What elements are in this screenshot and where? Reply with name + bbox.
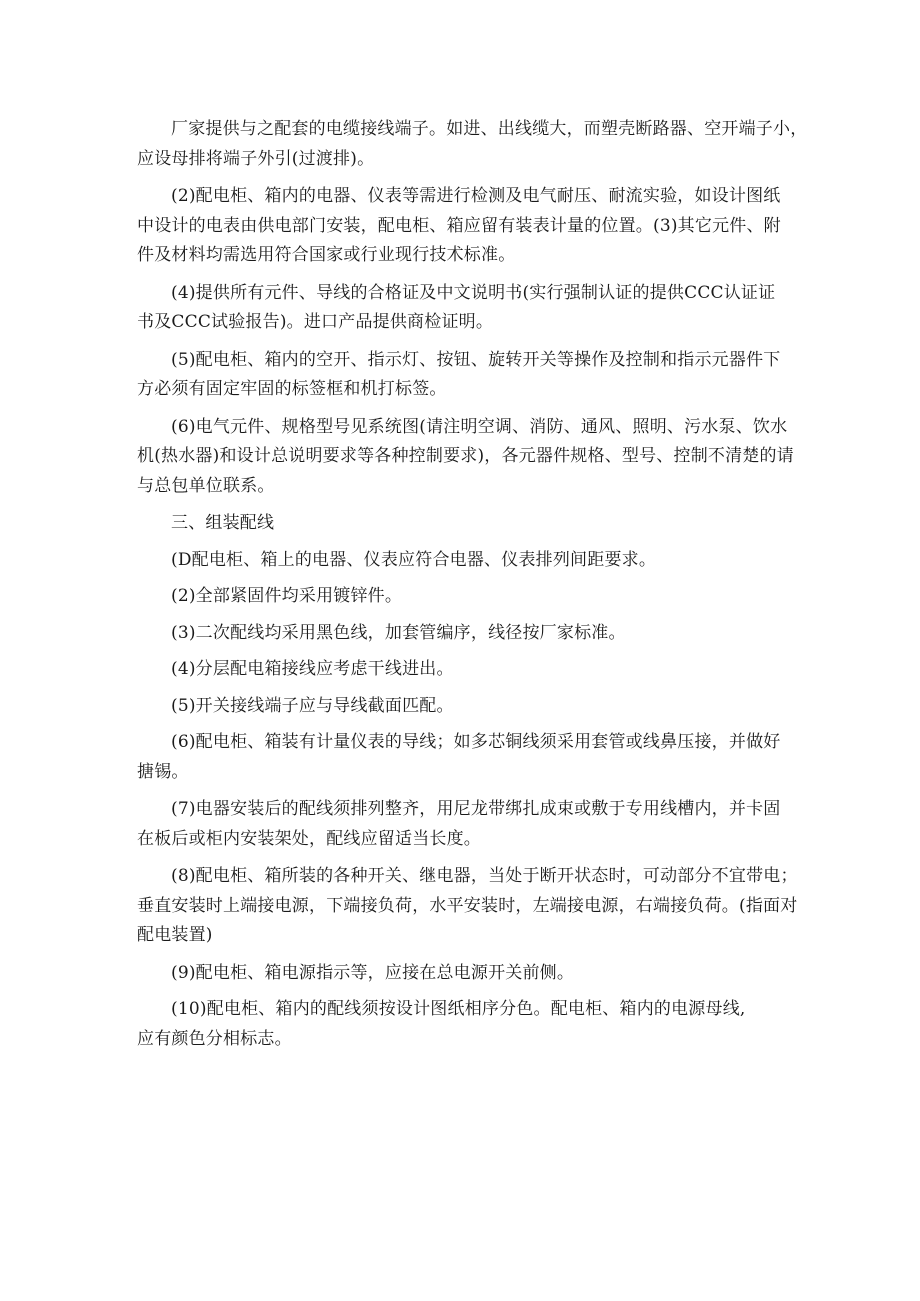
text-line: 中设计的电表由供电部门安装，配电柜、箱应留有装表计量的位置。(3)其它元件、附: [137, 215, 781, 236]
paragraph-assembly-item-5: (5)开关接线端子应与导线截面匹配。: [171, 695, 454, 716]
text-line: 配电装置): [137, 925, 213, 945]
text-line: (8)配电柜、箱所装的各种开关、继电器，当处于断开状态时，可动部分不宜带电；: [171, 866, 798, 886]
paragraph-assembly-item-2: (2)全部紧固件均采用镀锌件。: [171, 586, 403, 606]
text-line: 书及CCC试验报告)。进口产品提供商检证明。: [137, 312, 494, 332]
text-line: (2)配电柜、箱内的电器、仪表等需进行检测及电气耐压、耐流实验，如设计图纸: [171, 186, 781, 206]
text-line: (10)配电柜、箱内的配线须按设计图纸相序分色。配电柜、箱内的电源母线,: [171, 999, 746, 1019]
paragraph-assembly-item-1: (D配电柜、箱上的电器、仪表应符合电器、仪表排列间距要求。: [171, 549, 657, 570]
paragraph-assembly-item-9: (9)配电柜、箱电源指示等，应接在总电源开关前侧。: [171, 962, 575, 983]
text-line: 机(热水器)和设计总说明要求等各种控制要求)，各元器件规格、型号、控制不清楚的请: [137, 446, 794, 466]
paragraph-item-4-certificates: [137, 279, 805, 338]
paragraph-assembly-item-7: [137, 795, 805, 854]
text-line: (4)提供所有元件、导线的合格证及中文说明书(实行强制认证的提供CCC认证证: [171, 282, 776, 303]
text-line: (6)电气元件、规格型号见系统图(请注明空调、消防、通风、照明、污水泵、饮水: [171, 416, 788, 437]
text-line: 应有颜色分相标志。: [137, 1028, 292, 1049]
paragraph-item-5-labels: [137, 346, 805, 405]
text-line: 方必须有固定牢固的标签框和机打标签。: [137, 379, 447, 399]
paragraph-assembly-item-8: [137, 862, 805, 951]
paragraph-assembly-item-6: [137, 728, 805, 787]
paragraph-item-2-testing: [137, 182, 805, 271]
paragraph-item-6-components: [137, 413, 805, 502]
paragraph-assembly-item-3: (3)二次配线均采用黑色线，加套管编序，线径按厂家标准。: [171, 622, 626, 643]
text-line: 搪锡。: [137, 761, 189, 782]
document-body: [137, 115, 808, 1062]
text-line: 应设母排将端子外引(过渡排)。: [137, 148, 375, 169]
text-line: 垂直安装时上端接电源，下端接负荷，水平安装时，左端接电源，右端接负荷。(指面对: [137, 895, 798, 916]
paragraph-assembly-item-4: (4)分层配电箱接线应考虑干线进出。: [171, 659, 454, 679]
text-line: 厂家提供与之配套的电缆接线端子。如进、出线缆大，而塑壳断路器、空开端子小，: [171, 119, 808, 139]
text-line: 在板后或柜内安装架处，配线应留适当长度。: [137, 828, 481, 849]
paragraph-assembly-item-10: [137, 995, 805, 1054]
section-heading-assembly-wiring: 三、组装配线: [171, 513, 275, 533]
text-line: (7)电器安装后的配线须排列整齐，用尼龙带绑扎成束或敷于专用线槽内，并卡固: [171, 799, 781, 819]
text-line: 件及材料均需选用符合国家或行业现行技术标准。: [137, 245, 516, 265]
text-line: 与总包单位联系。: [137, 475, 275, 496]
paragraph-terminal-supply: [137, 115, 808, 174]
text-line: (6)配电柜、箱装有计量仪表的导线；如多芯铜线须采用套管或线鼻压接，并做好: [171, 732, 781, 752]
text-line: (5)配电柜、箱内的空开、指示灯、按钮、旋转开关等操作及控制和指示元器件下: [171, 349, 781, 370]
